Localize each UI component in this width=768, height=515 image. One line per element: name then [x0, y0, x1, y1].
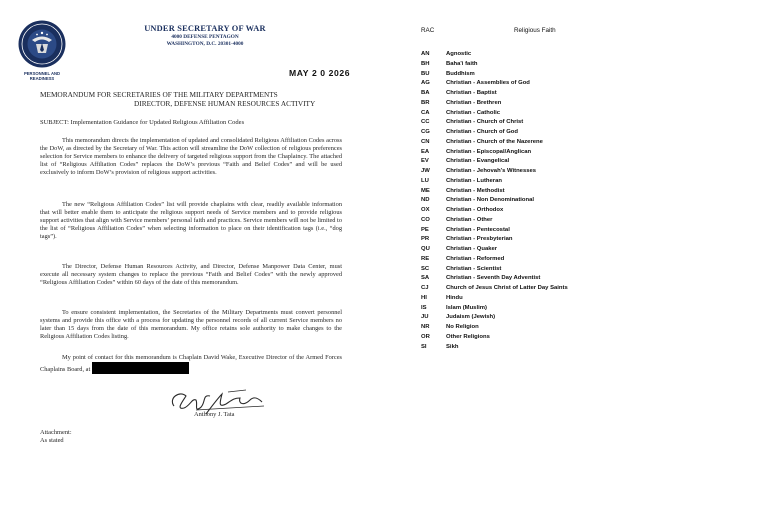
department-seal-icon [18, 20, 66, 68]
memo-recipients [40, 91, 340, 109]
religious-faith-name: Christian - Catholic [446, 109, 501, 116]
religious-faith-name: Christian - Reformed [446, 255, 505, 262]
religious-affiliation-code: ME [421, 187, 430, 194]
table-row [421, 100, 721, 110]
codes-rows [421, 51, 721, 353]
redaction-block [92, 362, 189, 374]
religious-affiliation-code: CA [421, 109, 430, 116]
memo-paragraph-1: This memorandum directs the implementation of updated and consolidated Religious Affiliation Codes across the DoW, as directed by the Secretary of War. This action will streamline the DoW collection of religious preferences selection for Service members to enhance the delivery of targeted religious support from the Chaplaincy. The attached list of “Religious Affiliation Codes” replaces the DoW’s previous “Faith and Belief Codes” and will be used exclusively to inform DoW’s provision of religious support activities. [40, 137, 342, 176]
religious-affiliation-code: SA [421, 275, 430, 282]
religious-faith-name: Christian - Non Denominational [446, 197, 535, 204]
religious-faith-name: Christian - Episcopal/Anglican [446, 148, 532, 155]
attachment-value: As stated [40, 437, 64, 445]
religious-affiliation-code: OR [421, 333, 430, 340]
religious-affiliation-code: JW [421, 168, 430, 174]
religious-affiliation-code: AN [421, 51, 430, 57]
religious-affiliation-code: CJ [421, 285, 429, 291]
letterhead-title: UNDER SECRETARY OF WAR [144, 24, 266, 33]
table-row [421, 119, 721, 129]
religious-faith-name: Christian - Seventh Day Adventist [446, 275, 541, 282]
religious-faith-name: Christian - Baptist [446, 90, 497, 96]
religious-affiliation-code: CO [421, 216, 430, 223]
table-row [421, 334, 721, 344]
letterhead-address-line1: 4000 DEFENSE PENTAGON [171, 34, 239, 40]
religious-faith-name: Christian - Methodist [446, 187, 505, 194]
religious-affiliation-code: ND [421, 197, 430, 204]
table-row [421, 110, 721, 120]
table-row [421, 236, 721, 246]
table-row [421, 61, 721, 71]
seal-caption-line1: PERSONNEL AND [23, 71, 61, 76]
religious-affiliation-code: SC [421, 265, 430, 272]
table-row [421, 344, 721, 354]
table-row [421, 295, 721, 305]
column-header-code: RAC [421, 27, 435, 34]
religious-affiliation-code: BU [421, 70, 430, 77]
religious-faith-name: Other Religions [446, 333, 490, 340]
religious-affiliation-code: IS [421, 304, 427, 311]
religious-faith-name: Islam (Muslim) [446, 304, 487, 311]
religious-faith-name: No Religion [446, 324, 479, 330]
religious-affiliation-code: AG [421, 80, 430, 87]
table-row [421, 188, 721, 198]
memo-paragraph-4: To ensure consistent implementation, the Secretaries of the Military Departments must convert personnel systems and provide this office with a process for updating the personnel records of all current Service members no later than 15 days from the date of this memorandum. My office retains sole authority to make changes to the Religious Affiliation Codes listing. [40, 309, 342, 340]
attachment-block [40, 429, 72, 446]
religious-faith-name: Christian - Brethren [446, 99, 502, 106]
religious-affiliation-code: BR [421, 99, 430, 106]
memorandum-page [0, 0, 375, 515]
codes-page [393, 0, 768, 515]
table-row [421, 275, 721, 285]
religious-affiliation-code: BH [421, 60, 430, 67]
religious-faith-name: Baha'i faith [446, 60, 478, 67]
religious-faith-name: Christian - Assemblies of God [446, 80, 530, 87]
table-row [421, 80, 721, 90]
memo-subject: SUBJECT: Implementation Guidance for Updated Religious Affiliation Codes [40, 119, 245, 126]
religious-faith-name: Christian - Church of God [446, 129, 518, 135]
religious-faith-name: Christian - Pentecostal [446, 226, 510, 233]
religious-affiliation-code: LU [421, 177, 429, 184]
table-row [421, 227, 721, 237]
religious-affiliation-code: PE [421, 226, 429, 233]
table-row [421, 158, 721, 168]
religious-affiliation-code: JU [421, 314, 429, 321]
religious-faith-name: Christian - Presbyterian [446, 236, 513, 243]
religious-affiliation-code: PR [421, 236, 430, 243]
table-row [421, 314, 721, 324]
religious-affiliation-code: EA [421, 148, 430, 155]
attachment-label: Attachment: [40, 429, 72, 436]
table-row [421, 305, 721, 315]
religious-faith-name: Christian - Jehovah's Witnesses [446, 168, 537, 174]
table-row [421, 266, 721, 276]
religious-faith-name: Hindu [446, 294, 463, 301]
religious-faith-name: Church of Jesus Christ of Latter Day Saints [446, 285, 568, 291]
letterhead [100, 24, 310, 47]
religious-affiliation-code: OX [421, 207, 430, 213]
table-row [421, 197, 721, 207]
table-row [421, 217, 721, 227]
table-row [421, 285, 721, 295]
religious-affiliation-code: NR [421, 324, 430, 330]
table-row [421, 324, 721, 334]
religious-faith-name: Christian - Other [446, 216, 493, 223]
religious-faith-name: Christian - Lutheran [446, 177, 502, 184]
table-row [421, 178, 721, 188]
religious-faith-name: Christian - Church of the Nazerene [446, 138, 543, 145]
religious-faith-name: Christian - Scientist [446, 265, 502, 272]
memo-paragraph-3: The Director, Defense Human Resources Activity, and Director, Defense Manpower Data Center, must execute all necessary system changes to replace the previous “Faith and Belief Codes” with the newly approved “Religious Affiliation Codes” within 60 days of the date of this memorandum. [40, 263, 342, 286]
column-header-faith: Religious Faith [514, 27, 556, 34]
memo-recipient-line1: MEMORANDUM FOR SECRETARIES OF THE MILITARY DEPARTMENTS [40, 90, 278, 99]
table-row [421, 90, 721, 100]
memo-recipient-line2: DIRECTOR, DEFENSE HUMAN RESOURCES ACTIVITY [134, 98, 316, 108]
religious-faith-name: Judaism (Jewish) [446, 314, 496, 321]
religious-affiliation-code: EV [421, 158, 429, 165]
table-row [421, 71, 721, 81]
table-row [421, 51, 721, 61]
table-row [421, 256, 721, 266]
table-row [421, 246, 721, 256]
religious-affiliation-code: QU [421, 246, 430, 252]
religious-affiliation-code: HI [421, 294, 427, 301]
religious-faith-name: Christian - Orthodox [446, 207, 504, 213]
religious-affiliation-code: CG [421, 129, 430, 135]
table-row [421, 149, 721, 159]
religious-faith-name: Christian - Church of Christ [446, 119, 524, 126]
religious-affiliation-code: RE [421, 255, 430, 262]
seal-caption [10, 71, 74, 81]
religious-affiliation-code: BA [421, 90, 430, 96]
memo-paragraph-2: The new “Religious Affiliation Codes” list will provide chaplains with clear, readily available information that will better enable them to anticipate the religious support needs of Service members and to provide religious support activities that align with Service members’ personal faith and practices. Service members will not be limited to the list of “Religious Affiliation Codes” when selecting information to place on their identification tags (i.e., “dog tags”). [40, 201, 342, 240]
religious-faith-name: Agnostic [446, 51, 472, 57]
letterhead-address-line2: WASHINGTON, D.C. 20301-4000 [166, 40, 244, 47]
table-row [421, 168, 721, 178]
memo-date: MAY 2 0 2026 [289, 68, 351, 78]
table-row [421, 139, 721, 149]
religious-faith-name: Sikh [446, 343, 459, 350]
memo-paragraph-5-text: My point of contact for this memorandum is Chaplain David Wake, Executive Director of the Armed Forces Chaplains Board, at [40, 354, 342, 373]
religious-faith-name: Buddhism [446, 70, 475, 77]
religious-affiliation-code: SI [421, 343, 427, 350]
memo-paragraph-5 [40, 354, 342, 374]
signer-name: Anthony J. Tata [194, 411, 235, 418]
religious-faith-name: Christian - Evangelical [446, 158, 510, 165]
religious-affiliation-code: CN [421, 138, 430, 145]
religious-faith-name: Christian - Quaker [446, 246, 498, 252]
seal-caption-line2: READINESS [29, 76, 55, 81]
table-row [421, 207, 721, 217]
religious-affiliation-code: CC [421, 119, 430, 126]
table-row [421, 129, 721, 139]
